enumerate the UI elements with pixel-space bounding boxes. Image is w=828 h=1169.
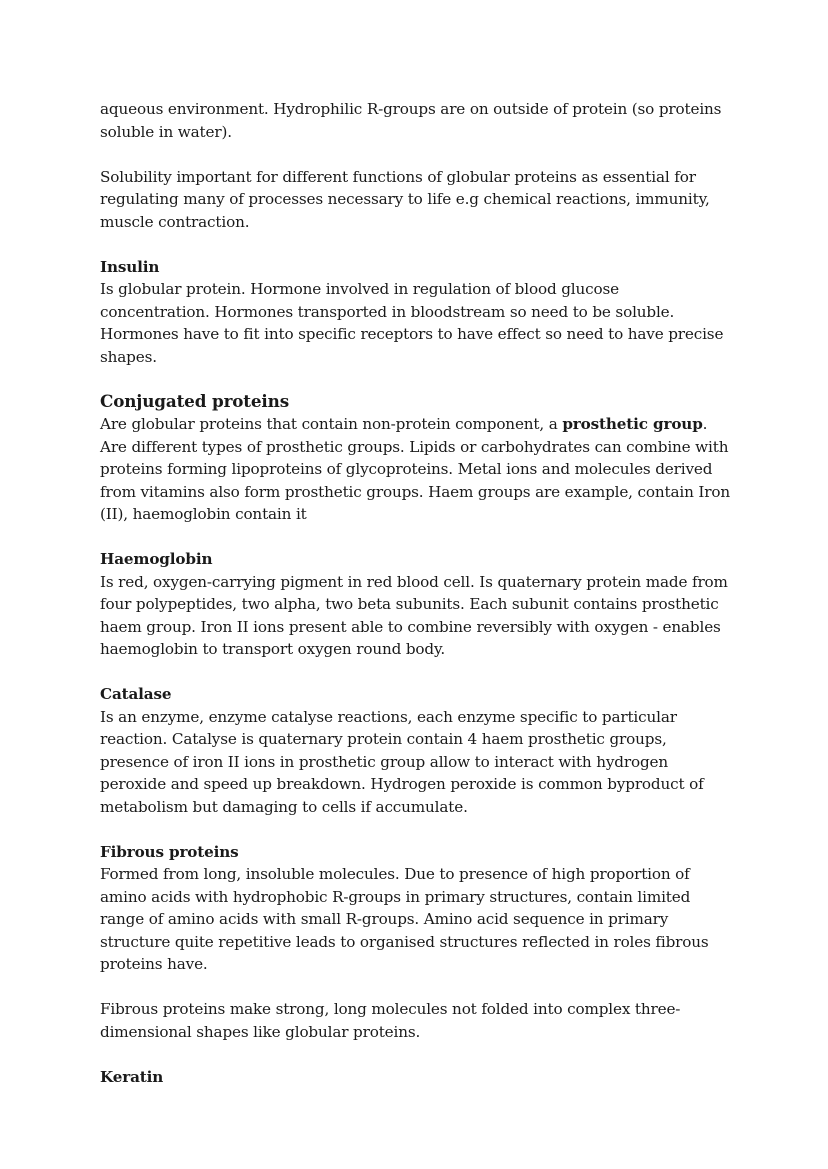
paragraph-fibrous-proteins-2: Fibrous proteins make strong, long molecules not folded into complex three-dimensional shapes like globular proteins.	[100, 1000, 681, 1041]
heading-catalase: Catalase	[100, 685, 172, 703]
paragraph-fibrous-proteins: Formed from long, insoluble molecules. Due to presence of high proportion of amino acids with hydrophobic R-groups in primary structures, contain limited range of amino acids with small R-groups. Amino acid sequence in primary structure quite repetitive leads to organised structures reflected in roles fibrous proteins have.	[100, 865, 709, 973]
heading-conjugated-proteins: Conjugated proteins	[100, 391, 290, 411]
heading-haemoglobin: Haemoglobin	[100, 550, 213, 568]
prosthetic-group-term: prosthetic group	[562, 415, 703, 433]
paragraph-insulin: Is globular protein. Hormone involved in regulation of blood glucose concentration. Hormones transported in bloodstream so need to be soluble. Hormones have to fit into specific receptors to have effect so need to have precise shapes.	[100, 280, 724, 366]
conjugated-text-after: . Are different types of prosthetic groups. Lipids or carbohydrates can combine with proteins forming lipoproteins of glycoproteins. Metal ions and molecules derived from vitamins also form prosthetic groups. Haem groups are example, contain Iron (II), haemoglobin contain it	[100, 415, 730, 523]
paragraph-aqueous-environment: aqueous environment. Hydrophilic R-groups are on outside of protein (so proteins soluble in water).	[100, 100, 722, 141]
document-page	[100, 98, 732, 1088]
heading-insulin: Insulin	[100, 257, 160, 276]
paragraph-catalase: Is an enzyme, enzyme catalyse reactions, each enzyme specific to particular reaction. Catalyse is quaternary protein contain 4 haem prosthetic groups, presence of iron II ions in prosthetic group allow to interact with hydrogen peroxide and speed up breakdown. Hydrogen peroxide is common byproduct of metabolism but damaging to cells if accumulate.	[100, 707, 704, 816]
paragraph-conjugated-proteins	[100, 413, 732, 526]
conjugated-text-before: Are globular proteins that contain non-protein component, a	[100, 415, 563, 433]
paragraph-haemoglobin: Is red, oxygen-carrying pigment in red blood cell. Is quaternary protein made from four polypeptides, two alpha, two beta subunits. Each subunit contains prosthetic haem group. Iron II ions present able to combine reversibly with oxygen - enables haemoglobin to transport oxygen round body.	[100, 572, 728, 658]
heading-fibrous-proteins: Fibrous proteins	[100, 842, 239, 861]
heading-keratin: Keratin	[100, 1067, 164, 1086]
paragraph-solubility: Solubility important for different functions of globular proteins as essential for regulating many of processes necessary to life e.g chemical reactions, immunity, muscle contraction.	[100, 167, 710, 231]
